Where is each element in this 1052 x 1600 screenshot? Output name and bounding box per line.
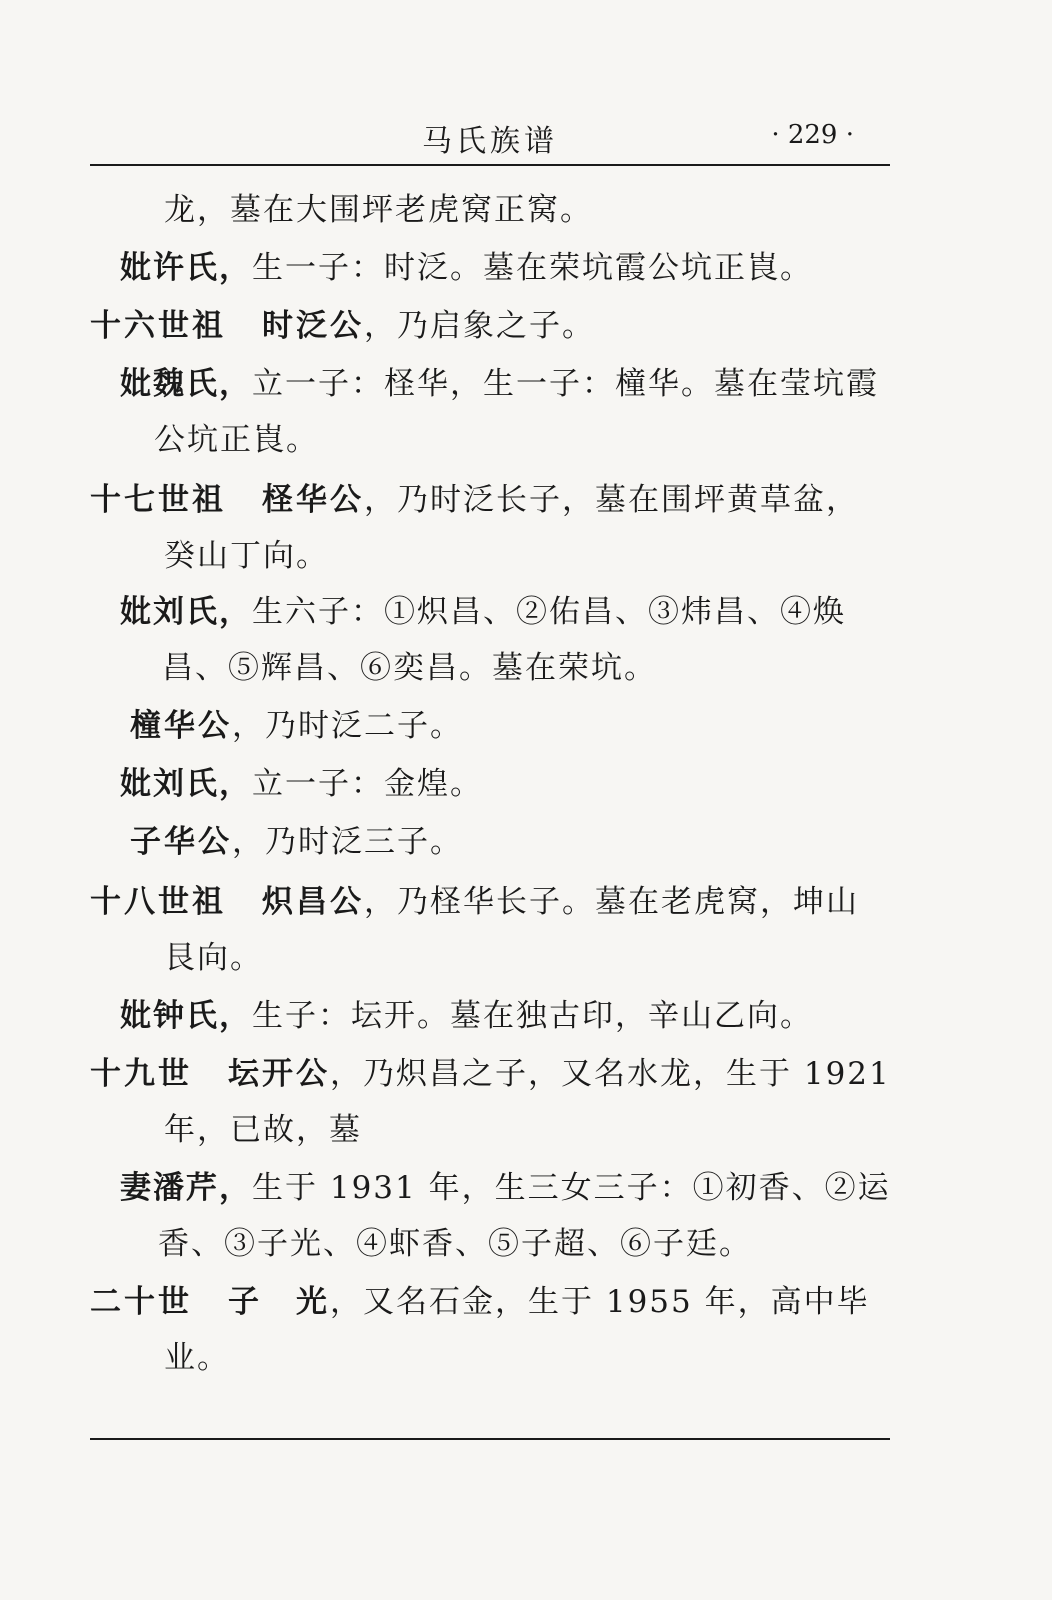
generation-label: 十六世祖 xyxy=(90,308,226,344)
text-line xyxy=(164,190,593,230)
ancestor-name: 橦华公 xyxy=(130,708,232,744)
text-line xyxy=(154,420,319,460)
line-text: ，乃时泛长子，墓在围坪黄草盆， xyxy=(364,482,859,518)
line-text: 生子：坛开。墓在独古印，辛山乙向。 xyxy=(252,998,813,1034)
line-text: 立一子：金煌。 xyxy=(252,766,483,802)
page-header xyxy=(90,110,890,160)
generation-entry xyxy=(90,882,859,922)
line-text: 生一子：时泛。墓在荣坑霞公坑正崀。 xyxy=(252,250,813,286)
line-text: ，乃时泛三子。 xyxy=(232,824,463,860)
line-text: ，又名石金，生于 1955 年，高中毕 xyxy=(330,1284,870,1320)
generation-entry xyxy=(90,1054,891,1094)
line-text: ，乃时泛二子。 xyxy=(232,708,463,744)
text-line xyxy=(164,1338,230,1378)
line-text: 年，已故，墓 xyxy=(164,1112,362,1148)
header-rule xyxy=(90,164,890,166)
running-title: 马氏族谱 xyxy=(422,124,558,159)
generation-entry xyxy=(90,1282,870,1322)
text-line xyxy=(158,1224,752,1264)
spouse-entry xyxy=(120,364,879,404)
ancestor-name: 子 光 xyxy=(228,1284,330,1320)
spouse-name: 妻潘芹， xyxy=(120,1170,252,1206)
text-line xyxy=(164,536,329,576)
ancestor-name: 炽昌公 xyxy=(262,884,364,920)
footer-rule xyxy=(90,1438,890,1440)
spouse-entry xyxy=(120,1168,891,1208)
line-text: 公坑正崀。 xyxy=(154,422,319,458)
text-line xyxy=(164,1110,362,1150)
ancestor-name: 子华公 xyxy=(130,824,232,860)
spouse-name: 妣钟氏， xyxy=(120,998,252,1034)
generation-label: 二十世 xyxy=(90,1284,192,1320)
line-text: 癸山丁向。 xyxy=(164,538,329,574)
spouse-entry xyxy=(120,592,846,632)
line-text: 生六子：①炽昌、②佑昌、③炜昌、④焕 xyxy=(252,594,846,630)
spouse-entry xyxy=(120,996,813,1036)
ancestor-name: 坛开公 xyxy=(228,1056,330,1092)
text-line xyxy=(164,938,263,978)
spouse-name: 妣刘氏， xyxy=(120,766,252,802)
page-number: · 229 · xyxy=(771,120,854,150)
ancestor-entry xyxy=(130,706,463,746)
spouse-name: 妣刘氏， xyxy=(120,594,252,630)
line-text: 香、③子光、④虾香、⑤子超、⑥子廷。 xyxy=(158,1226,752,1262)
spouse-name: 妣魏氏， xyxy=(120,366,252,402)
ancestor-name: 柽华公 xyxy=(262,482,364,518)
line-text: 昌、⑤辉昌、⑥奕昌。墓在荣坑。 xyxy=(162,650,657,686)
line-text: ，乃炽昌之子，又名水龙，生于 1921 xyxy=(330,1056,891,1092)
spouse-entry xyxy=(120,248,813,288)
line-text: 龙，墓在大围坪老虎窝正窝。 xyxy=(164,192,593,228)
line-text: 立一子：柽华，生一子：橦华。墓在莹坑霞 xyxy=(252,366,879,402)
spouse-entry xyxy=(120,764,483,804)
spouse-name: 妣许氏， xyxy=(120,250,252,286)
line-text: 艮向。 xyxy=(164,940,263,976)
ancestor-name: 时泛公 xyxy=(262,308,364,344)
generation-entry xyxy=(90,480,859,520)
line-text: ，乃柽华长子。墓在老虎窝，坤山 xyxy=(364,884,859,920)
text-line xyxy=(162,648,657,688)
generation-label: 十八世祖 xyxy=(90,884,226,920)
line-text: ，乃启象之子。 xyxy=(364,308,595,344)
ancestor-entry xyxy=(130,822,463,862)
line-text: 业。 xyxy=(164,1340,230,1376)
generation-label: 十九世 xyxy=(90,1056,192,1092)
generation-label: 十七世祖 xyxy=(90,482,226,518)
line-text: 生于 1931 年，生三女三子：①初香、②运 xyxy=(252,1170,891,1206)
generation-entry xyxy=(90,306,595,346)
